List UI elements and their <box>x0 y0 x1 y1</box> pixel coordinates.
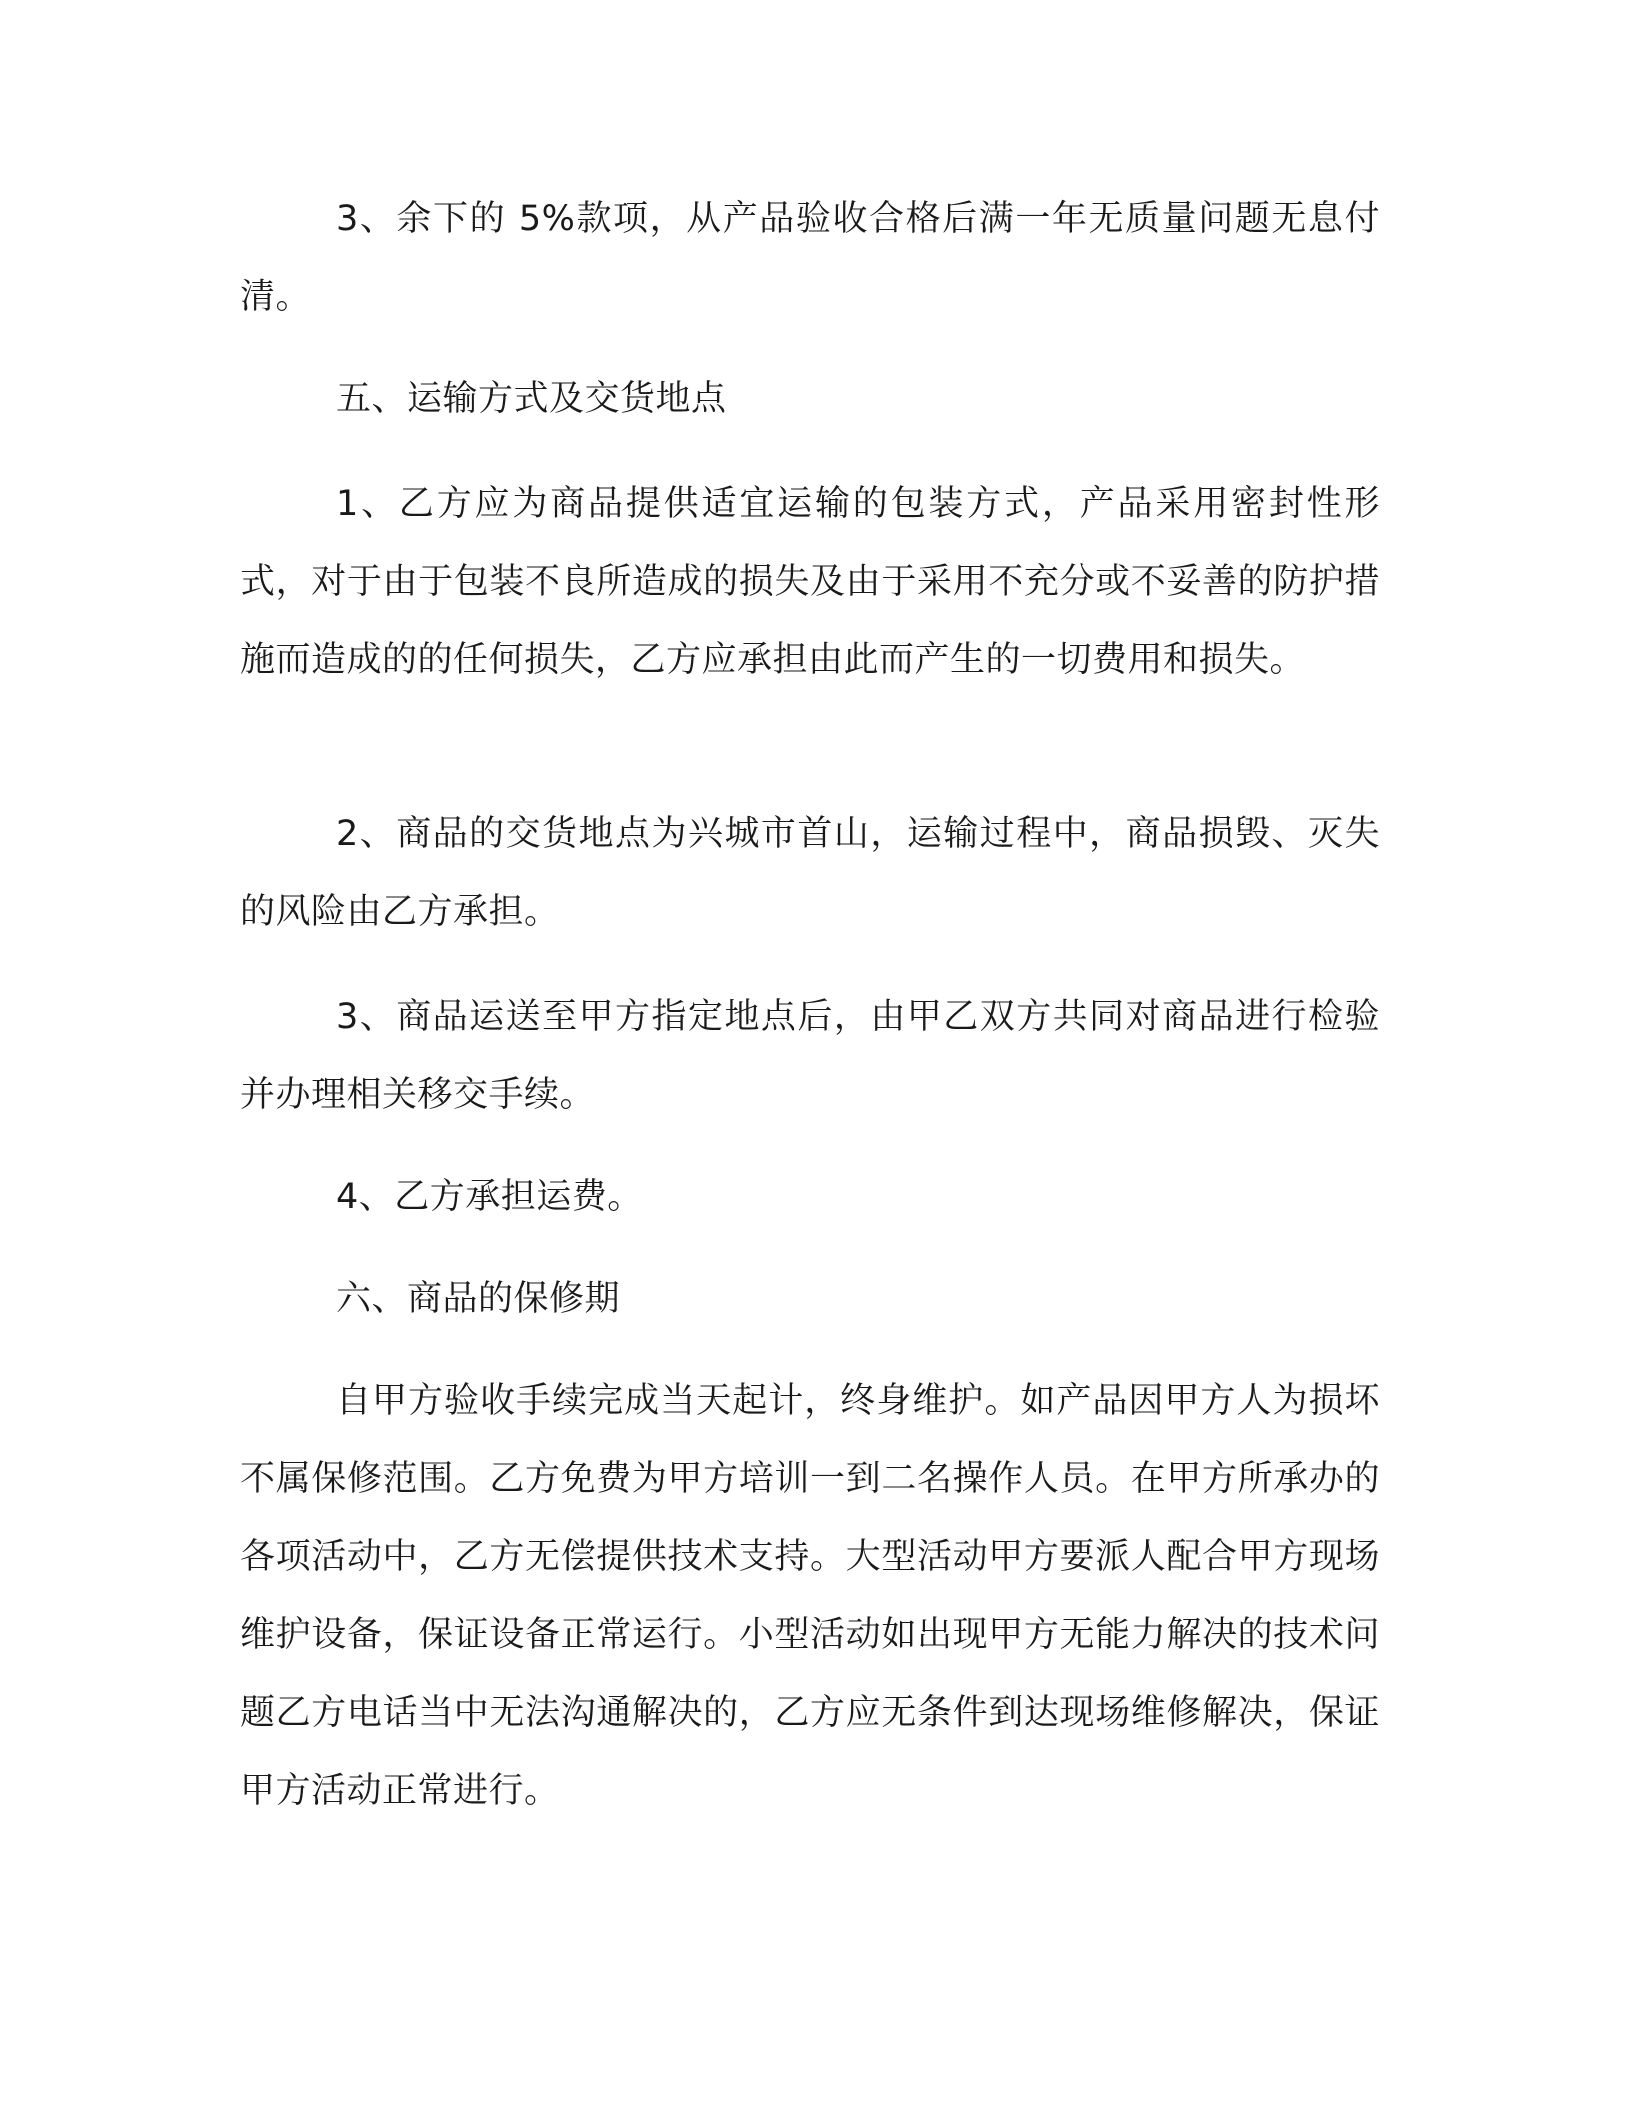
paragraph-packaging: 1、乙方应为商品提供适宜运输的包装方式，产品采用密封性形式，对于由于包装不良所造成的损失及由于采用不充分或不妥善的防护措施而造成的的任何损失，乙方应承担由此而产生的一切费用和损失。 <box>240 484 1380 680</box>
paragraph-warranty-terms: 自甲方验收手续完成当天起计，终身维护。如产品因甲方人为损坏不属保修范围。乙方免费为甲方培训一到二名操作人员。在甲方所承办的各项活动中，乙方无偿提供技术支持。大型活动甲方要派人配合甲方现场维护设备，保证设备正常运行。小型活动如出现甲方无能力解决的技术问题乙方电话当中无法沟通解决的，乙方应无条件到达现场维修解决，保证甲方活动正常进行。 <box>240 1381 1380 1811</box>
paragraph-inspection: 3、商品运送至甲方指定地点后，由甲乙双方共同对商品进行检验并办理相关移交手续。 <box>240 997 1380 1115</box>
section-heading-transport: 五、运输方式及交货地点 <box>336 379 727 419</box>
section-heading-warranty: 六、商品的保修期 <box>336 1279 621 1319</box>
paragraph-delivery-location: 2、商品的交货地点为兴城市首山，运输过程中，商品损毁、灭失的风险由乙方承担。 <box>240 814 1380 932</box>
paragraph-payment-remainder: 3、余下的 5%款项，从产品验收合格后满一年无质量问题无息付清。 <box>240 199 1380 317</box>
paragraph-freight: 4、乙方承担运费。 <box>336 1177 643 1217</box>
